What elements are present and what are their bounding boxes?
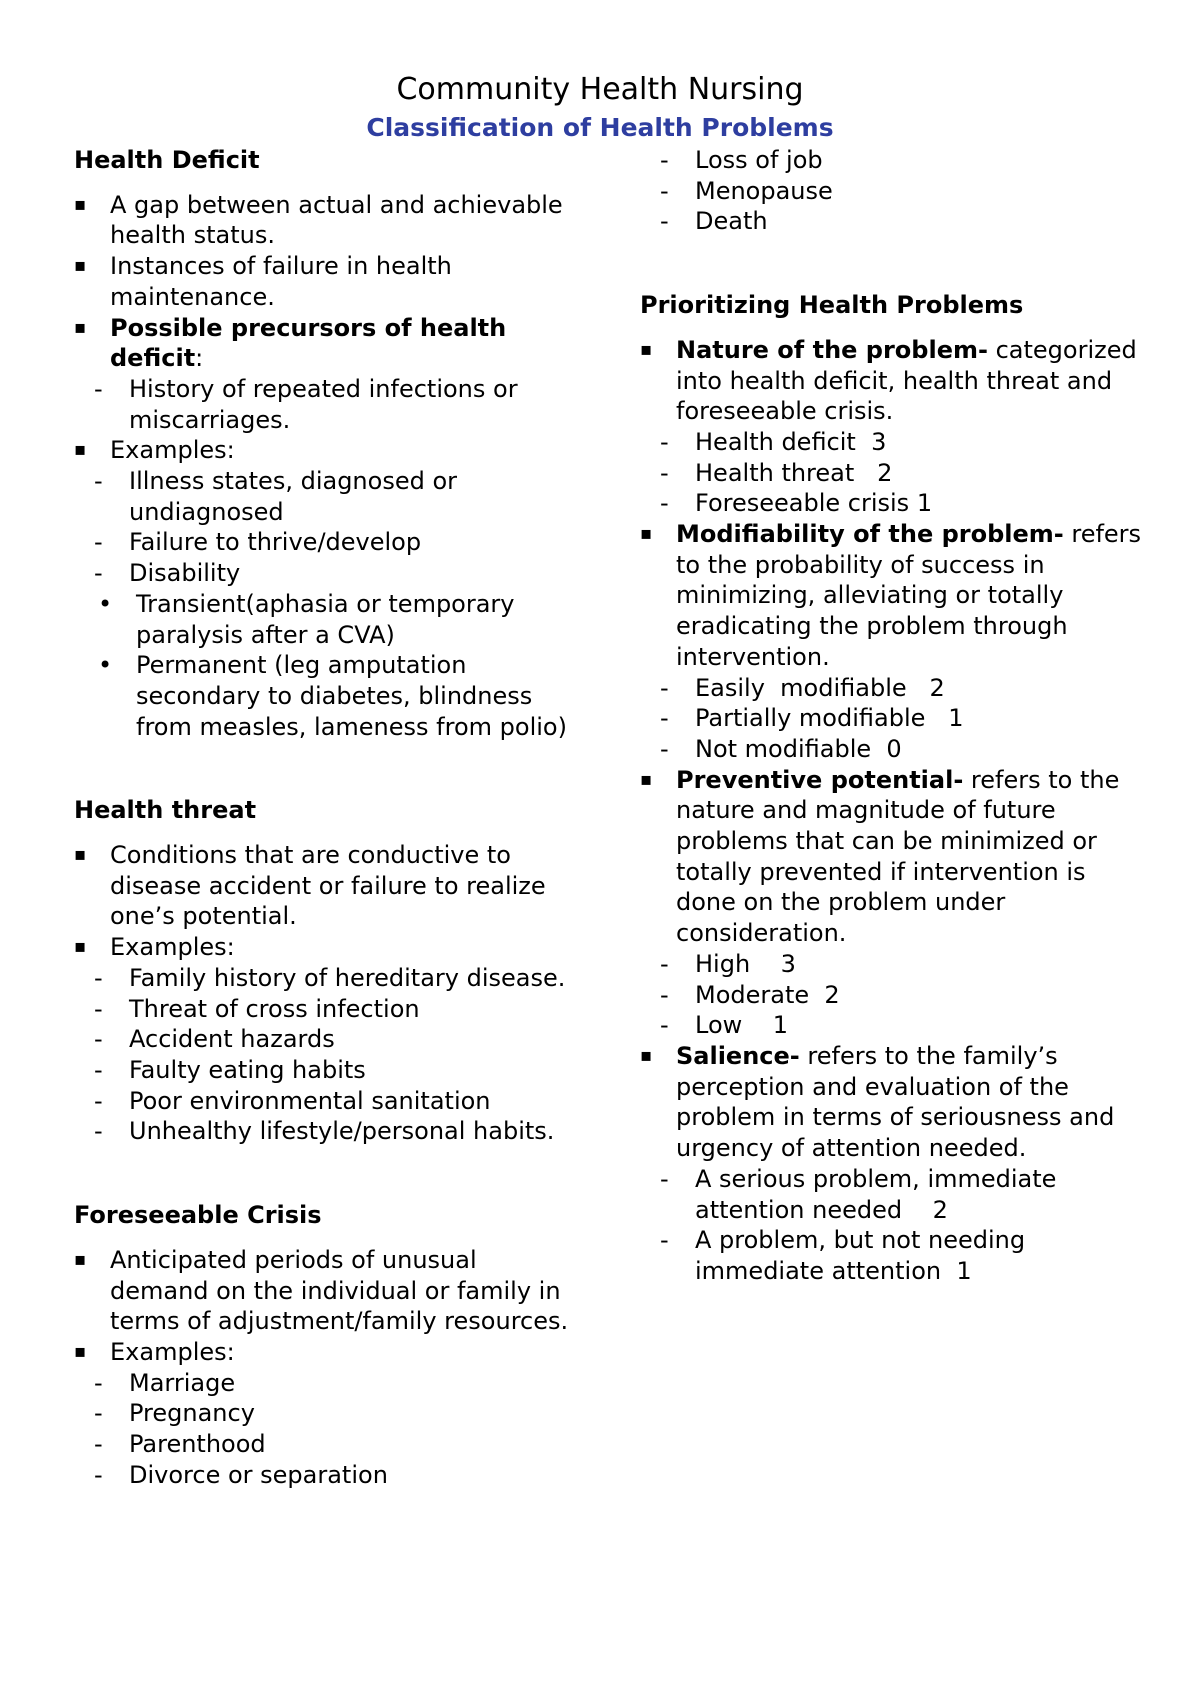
page-subtitle: Classification of Health Problems [366, 113, 834, 142]
health-deficit-example-items [74, 466, 574, 589]
list-item: - Failure to thrive/develop [74, 527, 574, 558]
list-item [74, 313, 574, 374]
list-item: - A problem, but not needing immediate attention 1 [640, 1225, 1145, 1286]
salience-scores [640, 1164, 1145, 1287]
list-item: - Death [640, 206, 1145, 237]
list-item: - High 3 [640, 949, 1145, 980]
precursor-list [74, 374, 574, 435]
list-item: - Partially modifiable 1 [640, 703, 1145, 734]
list-item: - Pregnancy [74, 1398, 574, 1429]
prioritizing-modifiability [640, 519, 1145, 673]
health-deficit-examples [74, 435, 574, 466]
list-item: - Loss of job [640, 145, 1145, 176]
list-item: • Transient(aphasia or temporary paralysis after a CVA) [74, 589, 574, 650]
bold-text: Preventive potential- [676, 765, 964, 794]
list-item: - Moderate 2 [640, 980, 1145, 1011]
page-title: Community Health Nursing [396, 72, 804, 107]
list-item: - Divorce or separation [74, 1460, 574, 1491]
list-item: - Family history of hereditary disease. [74, 963, 574, 994]
list-item: ▪ Examples: [74, 1337, 574, 1368]
health-deficit-list [74, 190, 574, 374]
list-item: - Not modifiable 0 [640, 734, 1145, 765]
list-item [640, 765, 1145, 949]
list-item: - Accident hazards [74, 1024, 574, 1055]
list-item: - Parenthood [74, 1429, 574, 1460]
prioritizing-nature [640, 335, 1145, 427]
list-item: - Faulty eating habits [74, 1055, 574, 1086]
foreseeable-crisis-example-items-cont [640, 145, 1145, 237]
text: refers to the nature and magnitude of future problems that can be minimized or totally prevented if intervention is done on the problem under consideration. [676, 765, 1120, 948]
health-deficit-heading: Health Deficit [74, 146, 260, 174]
list-item [640, 1041, 1145, 1164]
list-item: ▪ A gap between actual and achievable health status. [74, 190, 574, 251]
list-item: - Menopause [640, 176, 1145, 207]
text: : [195, 344, 204, 373]
bold-text: Modifiability of the problem- [676, 520, 1064, 549]
health-threat-heading: Health threat [74, 796, 257, 825]
list-item: ▪ Anticipated periods of unusual demand on the individual or family in terms of adjustment/family resources. [74, 1245, 574, 1337]
list-item: - A serious problem, immediate attention needed 2 [640, 1164, 1145, 1225]
bold-text: Nature of the problem- [676, 335, 988, 364]
foreseeable-crisis-example-items [74, 1368, 574, 1491]
foreseeable-crisis-heading: Foreseeable Crisis [74, 1201, 322, 1230]
list-item: - Poor environmental sanitation [74, 1086, 574, 1117]
prioritizing-preventive [640, 765, 1145, 949]
disability-list [74, 589, 574, 743]
list-item: ▪ Conditions that are conductive to disease accident or failure to realize one’s potential. [74, 840, 574, 932]
list-item [640, 519, 1145, 673]
list-item: - Low 1 [640, 1010, 1145, 1041]
text: refers to the family’s perception and evaluation of the problem in terms of seriousness and urgency of attention needed. [676, 1041, 1115, 1163]
foreseeable-crisis-list [74, 1245, 574, 1368]
bold-text: Salience- [676, 1041, 800, 1070]
left-column [74, 145, 574, 1490]
modifiability-scores [640, 673, 1145, 765]
list-item: - Threat of cross infection [74, 994, 574, 1025]
list-item: - Marriage [74, 1368, 574, 1399]
list-item: ▪ Instances of failure in health maintenance. [74, 251, 574, 312]
list-item: - Health deficit 3 [640, 427, 1145, 458]
bold-text: Possible precursors of health deficit [110, 313, 507, 373]
list-item: - Foreseeable crisis 1 [640, 488, 1145, 519]
nature-scores [640, 427, 1145, 519]
prioritizing-heading: Prioritizing Health Problems [640, 291, 1024, 320]
text: categorized into health deficit, health threat and foreseeable crisis. [676, 335, 1137, 426]
list-item: - Health threat 2 [640, 458, 1145, 489]
health-threat-list [74, 840, 574, 963]
prioritizing-salience [640, 1041, 1145, 1164]
list-item: - History of repeated infections or miscarriages. [74, 374, 574, 435]
preventive-scores [640, 949, 1145, 1041]
list-item: - Unhealthy lifestyle/personal habits. [74, 1116, 574, 1147]
list-item: • Permanent (leg amputation secondary to diabetes, blindness from measles, lameness from polio) [74, 650, 574, 742]
text: refers to the probability of success in minimizing, alleviating or totally eradicating the problem through intervention. [676, 520, 1142, 671]
list-item: ▪ Examples: [74, 435, 574, 466]
list-item [640, 335, 1145, 427]
health-threat-example-items [74, 963, 574, 1147]
list-item: - Easily modifiable 2 [640, 673, 1145, 704]
list-item: - Illness states, diagnosed or undiagnosed [74, 466, 574, 527]
list-item: - Disability [74, 558, 574, 589]
list-item: ▪ Examples: [74, 932, 574, 963]
right-column [640, 145, 1145, 1287]
